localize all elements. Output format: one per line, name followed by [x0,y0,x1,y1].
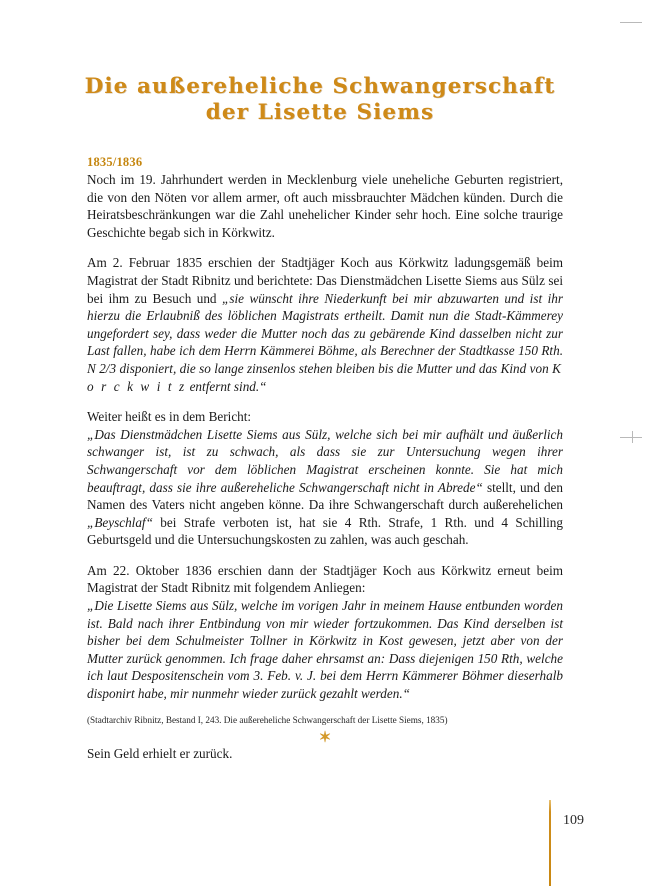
archival-citation: (Stadtarchiv Ribnitz, Bestand I, 243. Die außereheliche Schwangerschaft der Lisette Siems, 1835) [87,714,448,725]
page-title [70,74,570,126]
paragraph-report-1835 [87,254,563,395]
report-continued-quote-beyschlaf: „Beyschlaf“ [87,514,153,530]
report-1835-lead: Am 2. Februar 1835 erschien der Stadtjäger Koch aus Körkwitz ladungsgemäß beim Magistrat der Stadt Ribnitz und berichtete: Das Dienstmädchen Lisette Siems aus Sülz sei bei ihm zu Besuch und [87,255,563,306]
page-title-line-2: der Lisette Siems [205,100,435,125]
paragraph-report-1836-quote: „Die Lisette Siems aus Sülz, welche im vorigen Jahr in meinem Hause entbunden worden ist. Bald nach ihrer Entbindung von mir wieder fortzukommen. Das Kind derselben ist bisher bei dem Schulmeister Tollner in Körkwitz in Kost gewesen, jetzt aber von der Mutter zurück genommen. Ich frage daher ehrsamst an: Dass diejenigen 150 Rth, welche ich laut Despositenschein vom 3. Feb. v. J. bei dem Herrn Kämmerer Böhmer dieserhalb disponirt habe, mir nunmehr wieder zurück gezahlt werden.“ [87,598,563,702]
year-heading: 1835/1836 [87,155,143,169]
report-1835-place-emphasis: K o r c k w i t z [87,360,563,394]
report-continued-quote-part-1: „Das Dienstmädchen Lisette Siems aus Sülz, welche sich bei mir aufhält und äußerlich schwanger ist, ist zu schwach, als dass sie zur Untersuchung wegen ihrer Schwangerschaft vor dem löblichen Magistrat erscheinen konnte. Sie hat mich beauftragt, dass sie ihre außereheliche Schwangerschaft nicht in Abrede“ [87,426,563,495]
report-1835-quote-part-1: „sie wünscht ihre Niederkunft bei mir abzuwarten und ist ihr hierzu die Erlaubniß des löblichen Magistrats ertheilt. Damit nun die Stadt-Kämmerey ungefordert sey, dass weder die Mutter noch das zu gebärende Kind dasselben nicht zur Last fallen, habe ich dem Herrn Kämmerei Böhme, als Berechner der Stadtkasse 150 Rth. N 2/3 disponiert, die so lange zinsenlos stehen bleiben bis die Mutter und das Kind von [87,290,563,376]
report-1835-quote-part-2: entfernt sind.“ [186,378,267,394]
crop-mark-middle-right [620,437,642,438]
folio-rule [549,800,551,886]
paragraph-intro: Noch im 19. Jahrhundert werden in Mecklenburg viele uneheliche Geburten registriert, die von den Nöten vor allem armer, oft auch missbrauchter Mädchen künden. Durch die Heiratsbeschränkungen war die Zahl unehelicher Kinder sehr hoch. Eine solche traurige Geschichte begab sich in Körkwitz. [87,172,563,240]
report-continued-middle: stellt, und den Namen des Vaters nicht angeben könne. Da ihre Schwangerschaft durch außerehelichen [87,479,563,513]
paragraph-report-1836-lead: Am 22. Oktober 1836 erschien dann der Stadtjäger Koch aus Körkwitz erneut beim Magistrat der Stadt Ribnitz mit folgendem Anliegen: [87,562,563,596]
crop-mark-top-right [620,22,642,23]
paragraph-closing: Sein Geld erhielt er zurück. [87,745,233,761]
page-number: 109 [563,813,584,828]
crop-mark-middle-right-tick [632,431,633,443]
report-continued-tail: bei Strafe verboten ist, hat sie 4 Rth. Strafe, 1 Rth. und 4 Schilling Geburtsgeld und die Untersuchungskosten zu zahlen, was auch geschah. [87,514,563,548]
paragraph-report-continued [87,426,563,549]
asterisk-ornament-icon: ✶ [318,728,332,746]
paragraph-report-continued-lead: Weiter heißt es in dem Bericht: [87,409,252,425]
text-column [87,155,563,762]
page-title-line-1: Die außereheliche Schwangerschaft [84,74,556,99]
